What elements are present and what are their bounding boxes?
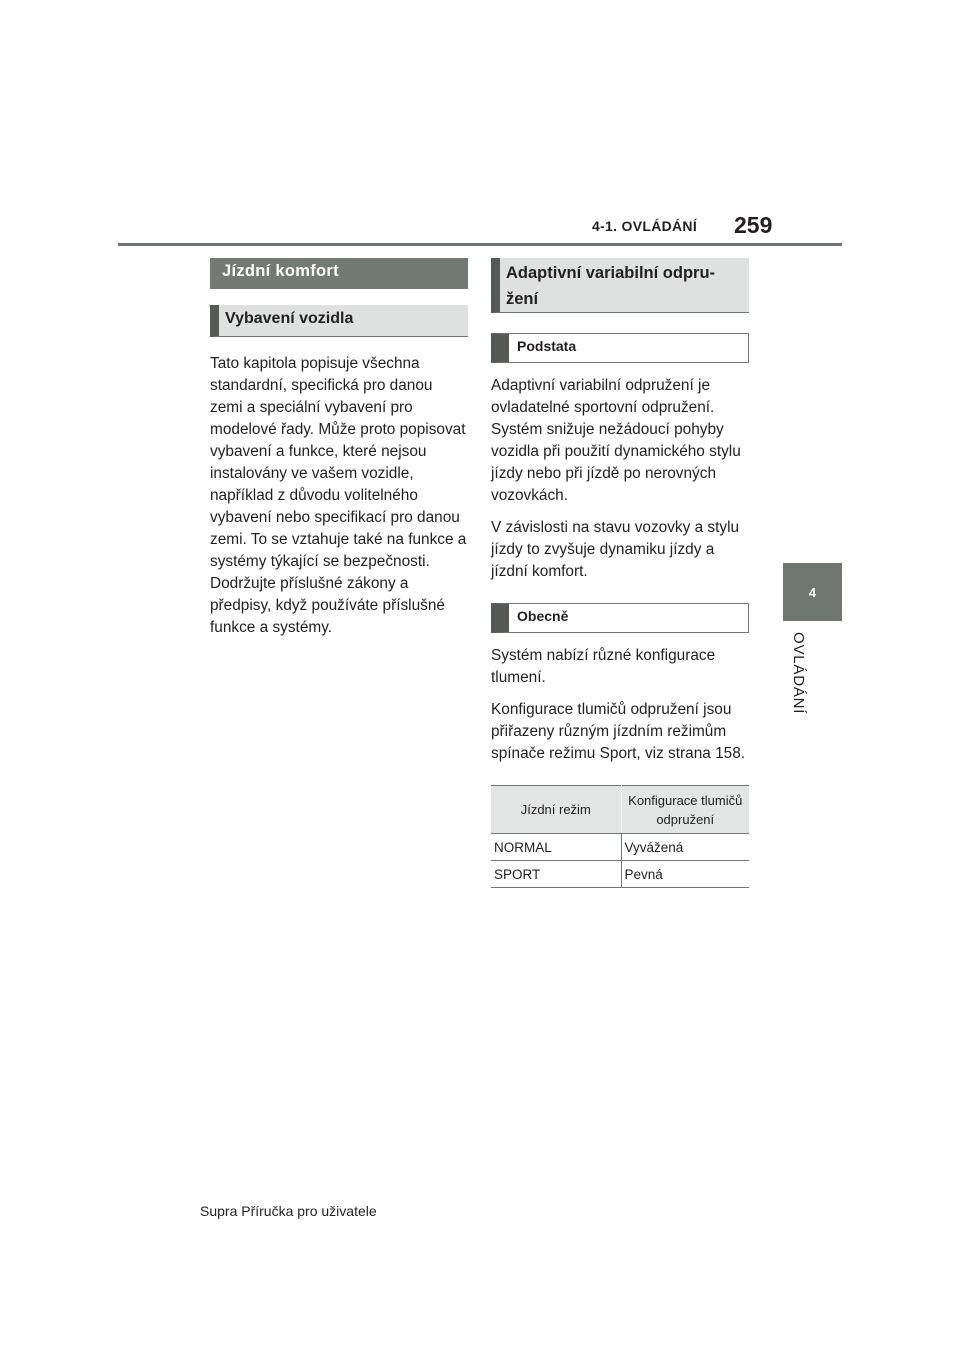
sub-heading: Vybavení vozidla <box>210 305 468 337</box>
section-title: 4-1. OVLÁDÁNÍ <box>592 218 698 234</box>
table-header-cell: Konfigurace tlumičů odpružení <box>621 786 749 834</box>
section-heading-obecne: Obecně <box>491 603 749 633</box>
section-heading-podstata: Podstata <box>491 333 749 363</box>
chapter-number: 4 <box>808 584 817 600</box>
left-column <box>210 258 468 639</box>
table-cell: Pevná <box>621 861 749 888</box>
chapter-tab[interactable] <box>783 563 842 621</box>
chapter-label: OVLÁDÁNÍ <box>790 632 807 715</box>
body-paragraph: Tato kapitola popisuje všechna standardní, specifická pro danou zemi a speciální vybavení pro modelové řady. Může proto popisovat vybavení a funkce, které nejsou instalovány ve vašem vozidle, například z důvodu volitelného vybavení nebo specifikací pro danou zemi. To se vztahuje také na funkce a systémy týkající se bezpečnosti. Dodržujte příslušné zákony a předpisy, když používáte příslušné funkce a systémy. <box>210 355 467 636</box>
table-row <box>491 861 749 888</box>
body-paragraph: V závislosti na stavu vozovky a stylu jízdy to zvyšuje dynamiku jízdy a jízdní komfort. <box>491 519 740 580</box>
damper-config-table <box>491 785 749 888</box>
table-row <box>491 834 749 861</box>
footer-text: Supra Příručka pro uživatele <box>200 1203 377 1219</box>
main-heading <box>491 258 749 313</box>
right-column <box>491 258 749 888</box>
table-header-cell: Jízdní režim <box>491 786 621 834</box>
heading-line: žení <box>506 290 539 308</box>
main-heading: Jízdní komfort <box>210 258 468 289</box>
body-paragraph: Adaptivní variabilní odpružení je ovladatelné sportovní odpružení. Systém snižuje nežádoucí pohyby vozidla při použití dynamického stylu jízdy nebo při jízdě po nerovných vozovkách. <box>491 377 741 504</box>
header-rule <box>118 243 842 246</box>
body-paragraph: Konfigurace tlumičů odpružení jsou přiřazeny různým jízdním režimům spínače režimu Sport, viz strana 158. <box>491 701 746 762</box>
table-cell: NORMAL <box>491 834 621 861</box>
table-cell: Vyvážená <box>621 834 749 861</box>
table-cell: SPORT <box>491 861 621 888</box>
table-header-row <box>491 786 749 834</box>
page-number: 259 <box>734 212 773 238</box>
heading-line: Adaptivní variabilní odpru- <box>506 264 716 282</box>
body-paragraph: Systém nabízí různé konfigurace tlumení. <box>491 647 716 686</box>
